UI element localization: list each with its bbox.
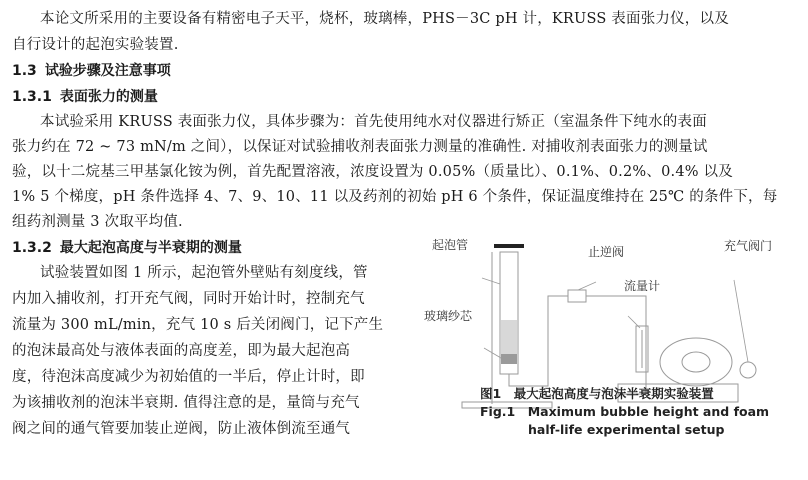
label-inflation-valve: 充气阀门 [724,239,773,253]
para2-line1: 本试验采用 KRUSS 表面张力仪，具体步骤为：首先使用纯水对仪器进行矫正（室温条件下纯水的表面 [40,114,707,130]
section-title: 表面张力的测量 [59,89,158,105]
air-pump-body [660,338,732,386]
para1-line2: 自行设计的起泡实验装置. [12,37,179,53]
tube-cap [494,244,524,248]
para2-line4: 1% 5 个梯度，pH 条件选择 4、7、9、10、11 以及药剂的初始 pH 6 个条件，保证温度维持在 25℃ 的条件下，每 [12,189,778,205]
figure-caption-en-2: half-life experimental setup [528,422,725,437]
section-title: 最大起泡高度与半衰期的测量 [59,240,242,256]
section-number: 1.3.1 [12,89,52,105]
para2-line5: 组药剂测量 3 次取平均值. [12,214,183,230]
leader-bubble-tube [482,278,500,284]
label-glass-core: 玻璃纱芯 [424,309,473,323]
para3-line6: 为该捕收剂的泡沫半衰期. 值得注意的是，量筒与充气 [12,395,360,411]
air-pump-inner [682,352,710,372]
section-1-3-heading [12,62,171,81]
label-flowmeter: 流量计 [624,279,661,293]
figure-caption-cn: 图1 最大起泡高度与泡沫半衰期实验装置 [480,386,714,401]
para3-line1: 试验装置如图 1 所示，起泡管外壁贴有刻度线，管 [40,265,368,281]
leader-inflation-valve [734,280,748,362]
leader-check-valve [578,282,596,290]
inflation-valve-knob [740,362,756,378]
para1-line1: 本论文所采用的主要设备有精密电子天平，烧杯，玻璃棒，PHS－3C pH 计，KRUSS 表面张力仪，以及 [40,11,729,27]
section-number: 1.3.2 [12,240,52,256]
para3-line2: 内加入捕收剂，打开充气阀，同时开始计时，控制充气 [12,291,365,307]
gas-line-2 [586,296,646,394]
para2-line2: 张力约在 72 ~ 73 mN/m 之间），以保证对试验捕收剂表面张力测量的准确性. 对捕收剂表面张力的测量试 [12,139,708,155]
check-valve-body [568,290,586,302]
para3-line5: 度，待泡沫高度减少为初始值的一半后，停止计时，即 [12,369,365,385]
label-bubble-tube: 起泡管 [432,238,469,252]
glass-frit [501,354,517,364]
section-1-3-2-heading [12,239,242,258]
para3-line4: 的泡沫最高处与液体表面的高度差，即为最大起泡高 [12,343,351,359]
para3-line7: 阀之间的通气管要加装止逆阀，防止液体倒流至通气 [12,421,351,437]
para2-line3: 验，以十二烷基三甲基氯化铵为例，首先配置溶液，浓度设置为 0.05%（质量比）、0.1%、0.2%、0.4% 以及 [12,164,733,180]
leader-flowmeter [628,316,640,328]
figure-caption-en-1: Fig.1 Maximum bubble height and foam [480,404,770,419]
section-title: 试验步骤及注意事项 [44,63,171,79]
label-check-valve: 止逆阀 [588,245,625,259]
section-1-3-1-heading [12,88,158,107]
para3-line3: 流量为 300 mL/min，充气 10 s 后关闭阀门，记下产生 [12,317,384,333]
section-number: 1.3 [12,63,37,79]
